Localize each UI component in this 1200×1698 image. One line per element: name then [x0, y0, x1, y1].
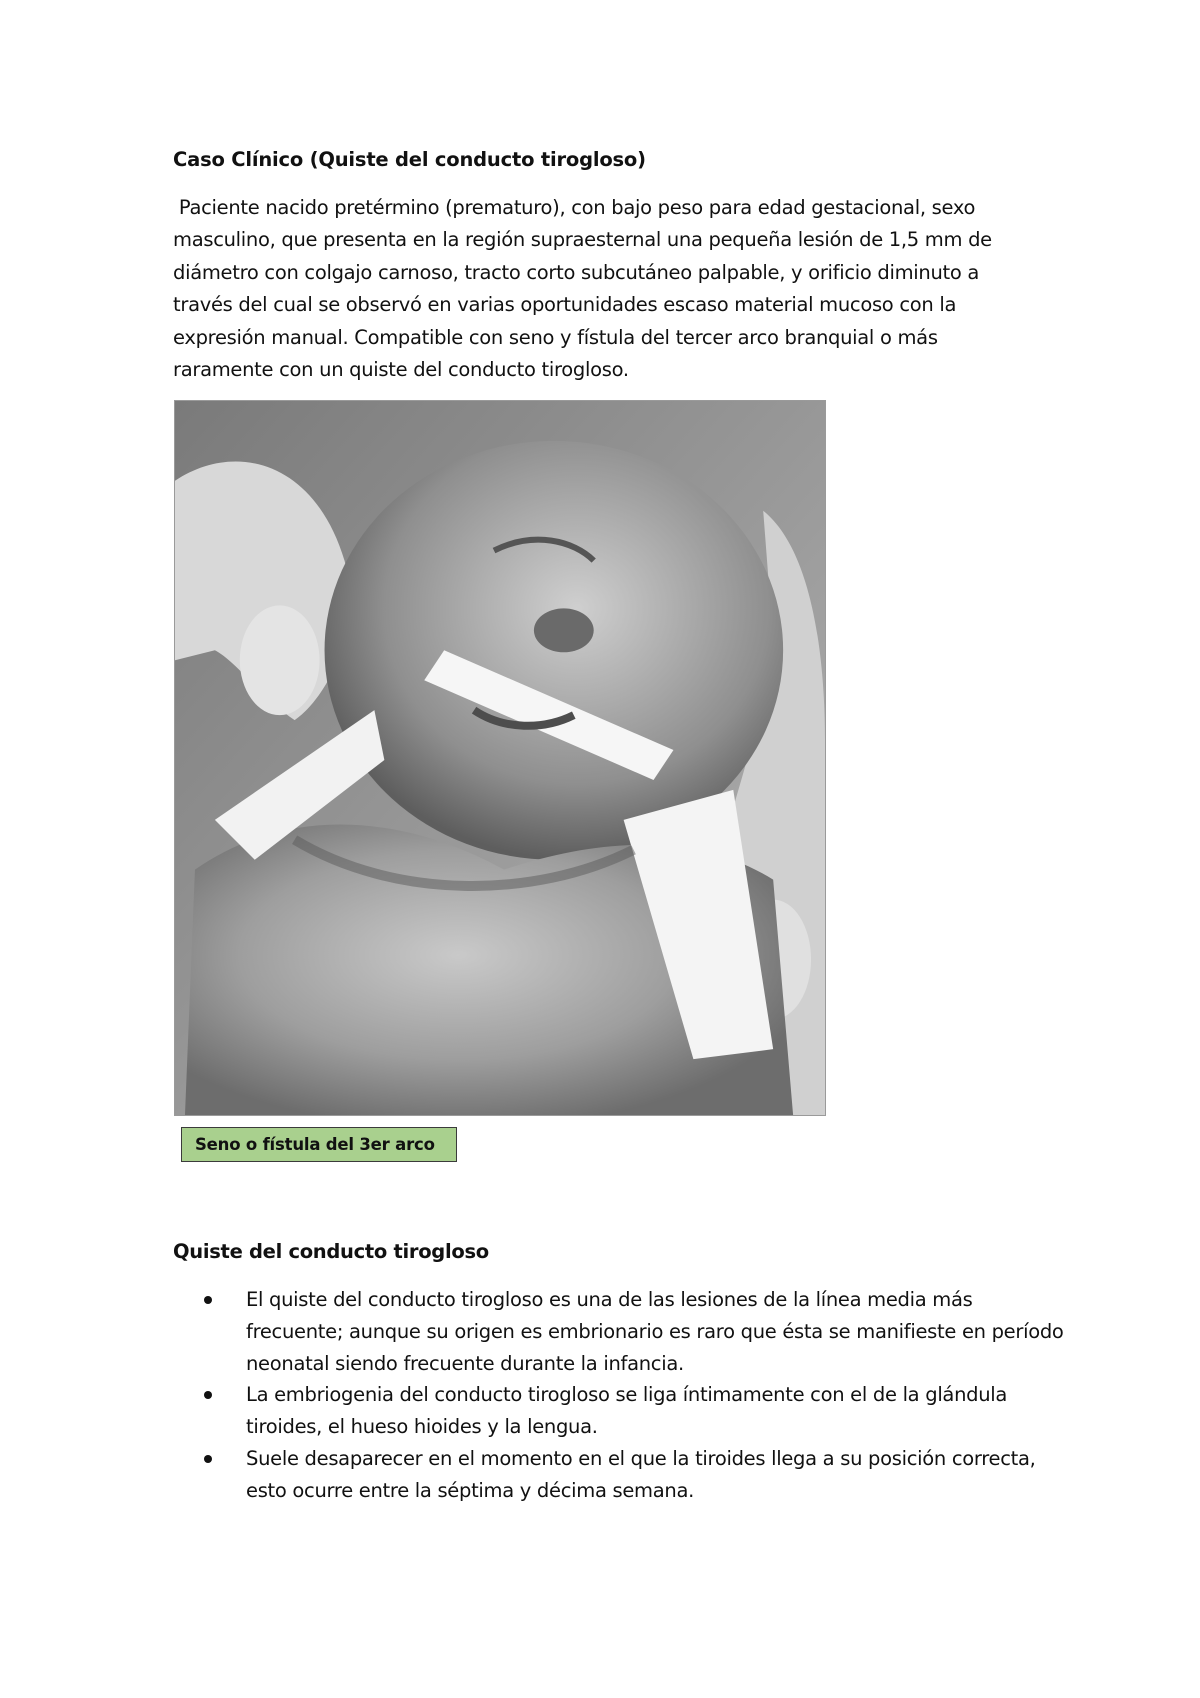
bullet-icon: [204, 1391, 212, 1399]
bullet-item: [204, 1379, 1064, 1443]
neonate-photo-graphic: [175, 401, 825, 1115]
neonate-photo: [174, 400, 826, 1116]
bullet-text: Suele desaparecer en el momento en el que la tiroides llega a su posición correcta, esto ocurre entre la séptima y décima semana.: [246, 1446, 1036, 1502]
case-description: Paciente nacido pretérmino (prematuro), con bajo peso para edad gestacional, sexo masculino, que presenta en la región supraesternal una pequeña lesión de 1,5 mm de diámetro con colgajo carnoso, tracto corto subcutáneo palpable, y orificio diminuto a través del cual se observó en varias oportunidades escaso material mucoso con la expresión manual. Compatible con seno y fístula del tercer arco branquial o más raramente con un quiste del conducto tirogloso.: [173, 196, 998, 382]
section-heading: Quiste del conducto tirogloso: [173, 1240, 489, 1263]
bullet-item: [204, 1443, 1064, 1507]
bullet-text: El quiste del conducto tirogloso es una de las lesiones de la línea media más frecuente; aunque su origen es embrionario es raro que ésta se manifieste en período neonatal siendo frecuente durante la infancia.: [246, 1288, 1064, 1375]
bullet-item: [204, 1284, 1064, 1379]
bullet-text: La embriogenia del conducto tirogloso se liga íntimamente con el de la glándula tiroides, el hueso hioides y la lengua.: [246, 1383, 1008, 1439]
bullet-icon: [204, 1455, 212, 1463]
bullet-icon: [204, 1296, 212, 1304]
bullet-list: [204, 1284, 1064, 1507]
figure-caption: Seno o fístula del 3er arco: [181, 1127, 457, 1162]
case-title: Caso Clínico (Quiste del conducto tirogloso): [173, 148, 646, 171]
